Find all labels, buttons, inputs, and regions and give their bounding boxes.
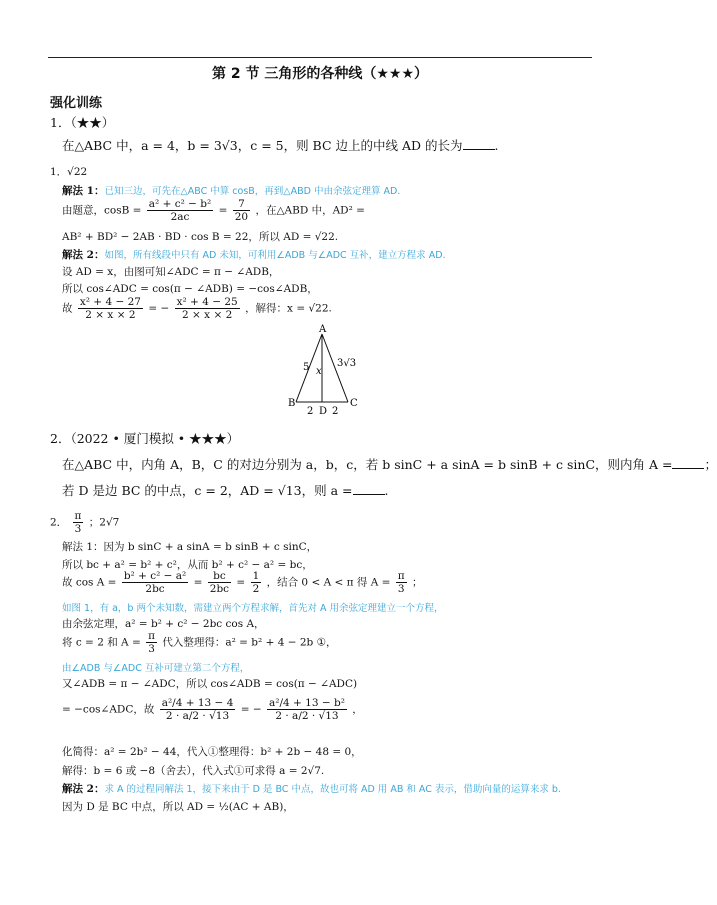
text: 2． — [50, 516, 68, 529]
text: = −cos∠ADC，故 — [62, 703, 155, 716]
text: ； — [412, 576, 423, 589]
problem-1-question: 在△ABC 中，a = 4，b = 3√3，c = 5，则 BC 边上的中线 AD 的长为 . — [62, 138, 499, 153]
method-hint: 已知三边，可先在△ABC 中算 cosB，再到△ABD 中由余弦定理算 AD. — [104, 186, 401, 197]
method-1-hint-line — [62, 184, 400, 199]
text: . — [384, 483, 389, 498]
solution-hint-1: 如图 1，有 a，b 两个未知数，需建立两个方程求解，首先对 A 用余弦定理建立一个方程， — [62, 603, 444, 614]
text: = — [193, 576, 203, 589]
solution-line-7 — [62, 697, 363, 722]
numerator: π — [397, 570, 405, 582]
method-label: 解法 2： — [62, 249, 105, 261]
numerator: 1 — [252, 570, 260, 582]
method-label: 解法 1： — [62, 185, 105, 197]
text: 代入整理得：a² = b² + 4 − 2b ①， — [162, 636, 337, 649]
numerator: b² + c² − a² — [123, 570, 187, 582]
label-d: D — [319, 406, 328, 417]
text: ，解得：x = √22. — [245, 302, 332, 315]
numerator: 7 — [233, 198, 250, 211]
solution-line-6: 又∠ADB = π − ∠ADC，所以 cos∠ADB = cos(π − ∠ADC) — [62, 678, 358, 690]
numerator: x² + 4 − 27 — [79, 296, 141, 308]
method-2-line-2: 所以 cos∠ADC = cos(π − ∠ADB) = −cos∠ADB， — [62, 283, 318, 295]
text: 故 cos A = — [62, 576, 117, 589]
method-1-line-1 — [62, 198, 365, 223]
denominator: 2 — [252, 583, 260, 595]
solution-line-5 — [62, 630, 337, 655]
denominator: 2 · a/2 · √13 — [275, 710, 339, 722]
numerator: x² + 4 − 25 — [176, 296, 238, 308]
page-title: 第 2 节 三角形的各种线（★★★） — [211, 66, 428, 82]
method-2-line-3 — [62, 296, 332, 321]
fraction — [78, 296, 143, 321]
problem-2-question-line-1 — [62, 457, 717, 472]
fraction — [208, 570, 231, 595]
text: ， — [352, 703, 363, 716]
numerator: a² + c² − b² — [148, 198, 212, 210]
label-ab-length: 5 — [303, 362, 310, 373]
text: ，在△ABD 中，AD² = — [255, 204, 365, 217]
header-rule — [48, 57, 592, 58]
problem-1-question-text: 在△ABC 中，a = 4，b = 3√3，c = 5，则 BC 边上的中线 AD 的长为 — [62, 138, 463, 153]
label-b: B — [288, 398, 296, 409]
solution-line-8: 化简得：a² = 2b² − 44，代入①整理得：b² + 2b − 48 = 0， — [62, 746, 362, 758]
problem-2-question-line-2 — [62, 483, 388, 498]
text: ，结合 0 < A < π 得 A = — [266, 576, 391, 589]
numerator: a²/4 + 13 − b² — [269, 697, 345, 709]
text: = — [236, 576, 246, 589]
method-2-line-1: 设 AD = x，由图可知∠ADC = π − ∠ADB， — [62, 266, 280, 278]
method-hint: 求 A 的过程同解法 1，接下来由于 D 是 BC 中点，故也可将 AD 用 AB 和 AC 表示，借助向量的运算来求 b. — [104, 784, 561, 795]
answer-blank — [353, 483, 385, 495]
label-ac-length: 3√3 — [337, 358, 357, 369]
denominator: 20 — [234, 211, 249, 223]
solution-line-3 — [62, 570, 423, 595]
fraction — [396, 570, 407, 595]
numerator: π — [148, 630, 156, 642]
denominator: 2 · a/2 · √13 — [165, 710, 230, 722]
numerator: π — [74, 510, 82, 522]
text: 将 c = 2 和 A = — [62, 636, 141, 649]
numerator: a²/4 + 13 − 4 — [161, 697, 234, 709]
solution-hint-2: 由∠ADB 与∠ADC 互补可建立第二个方程， — [62, 663, 250, 674]
label-dc-length: 2 — [332, 406, 339, 417]
answer-2 — [50, 510, 119, 535]
text: = − — [148, 302, 170, 315]
text: 由题意，cosB = — [62, 204, 142, 217]
text: = — [218, 204, 228, 217]
solution-line-2: 所以 bc + a² = b² + c²，从而 b² + c² − a² = bc， — [62, 559, 313, 571]
fraction — [233, 198, 250, 223]
text: = − — [240, 703, 262, 716]
solution-line-11: 因为 D 是 BC 中点，所以 AD = ½(AC + AB)， — [62, 801, 294, 813]
numerator: bc — [208, 570, 231, 583]
solution-line-10 — [62, 782, 561, 797]
fraction — [251, 570, 262, 595]
denominator: 2bc — [145, 583, 165, 595]
answer-blank — [463, 138, 495, 150]
text: ；2√7 — [88, 516, 120, 529]
fraction — [175, 296, 240, 321]
label-x: x — [316, 366, 322, 377]
text: 故 — [62, 302, 73, 315]
fraction — [267, 697, 347, 722]
solution-line-1: 解法 1：因为 b sinC + a sinA = b sinB + c sinC， — [62, 541, 318, 553]
text: ； — [704, 457, 717, 472]
method-hint: 如图，所有线段中只有 AD 未知，可利用∠ADB 与∠ADC 互补，建立方程求 AD. — [104, 250, 446, 261]
answer-1: 1．√22 — [50, 166, 88, 178]
label-bd-length: 2 — [307, 406, 314, 417]
text: 若 D 是边 BC 的中点，c = 2，AD = √13，则 a = — [62, 483, 353, 498]
method-2-hint-line — [62, 248, 446, 263]
denominator: 2bc — [209, 583, 230, 595]
problem-1-number: 1．（★★） — [50, 115, 115, 130]
denominator: 2ac — [170, 211, 190, 223]
denominator: 3 — [74, 523, 82, 535]
label-a: A — [319, 324, 327, 335]
fraction — [146, 630, 157, 655]
denominator: 3 — [397, 583, 405, 595]
section-heading: 强化训练 — [50, 96, 103, 111]
fraction — [160, 697, 236, 722]
method-1-line-2: AB² + BD² − 2AB · BD · cos B = 22，所以 AD = √22. — [62, 231, 339, 243]
fraction — [147, 198, 213, 223]
denominator: 3 — [148, 643, 155, 655]
fraction — [73, 510, 84, 535]
problem-2-number: 2．（2022 • 厦门模拟 • ★★★） — [50, 431, 240, 446]
fraction — [122, 570, 188, 595]
triangle-figure — [280, 322, 360, 418]
denominator: 2 × x × 2 — [182, 309, 233, 321]
label-c: C — [350, 398, 358, 409]
denominator: 2 × x × 2 — [85, 309, 136, 321]
answer-blank — [672, 457, 704, 469]
solution-line-9: 解得：b = 6 或 −8（舍去），代入式①可求得 a = 2√7. — [62, 765, 325, 777]
text: 在△ABC 中，内角 A，B，C 的对边分别为 a，b，c，若 b sinC + a sinA = b sinB + c sinC，则内角 A = — [62, 457, 673, 472]
method-label: 解法 2： — [62, 783, 105, 795]
solution-line-4: 由余弦定理，a² = b² + c² − 2bc cos A， — [62, 618, 265, 630]
